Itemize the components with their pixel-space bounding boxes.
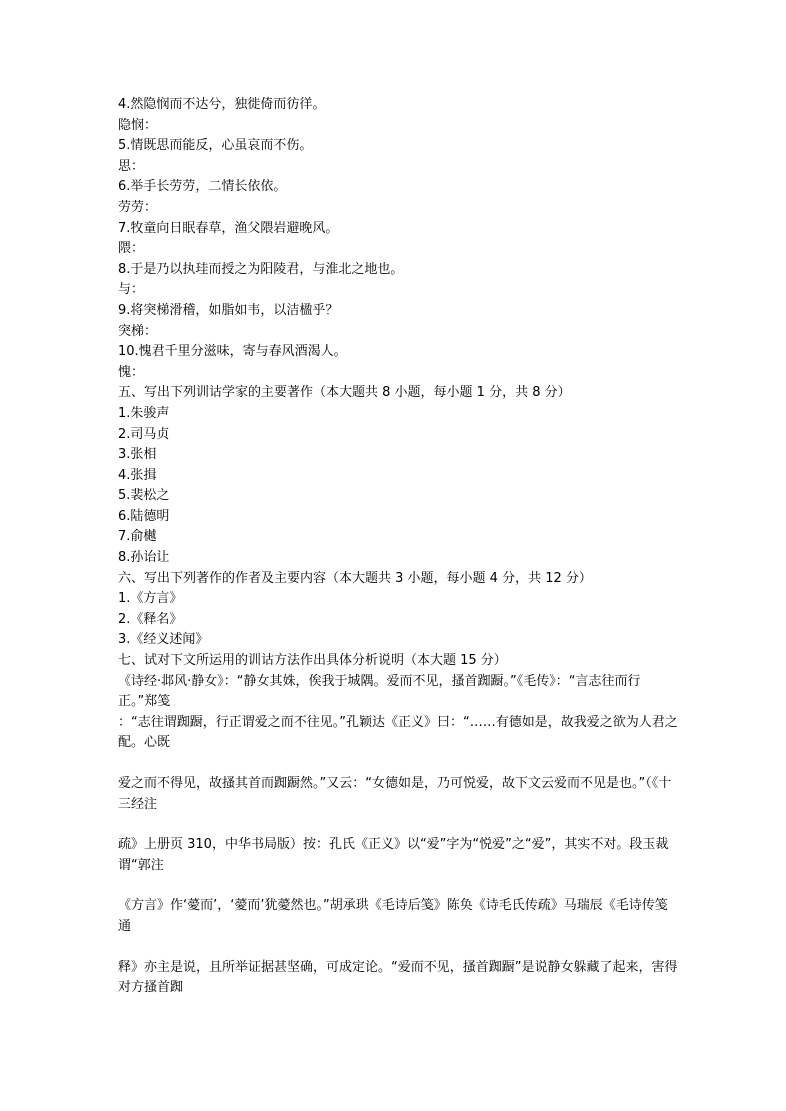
text-line: 8.于是乃以执珪而授之为阳陵君，与淮北之地也。 [118,261,404,277]
paragraph-gap [118,876,678,896]
paragraph: ：“志往谓踟蹰，行正谓爱之而不往见。”孔颖达《正义》曰：“……有德如是，故我爱之欲为人君之配。心既 [118,714,678,751]
text-line: 隈： [118,241,145,257]
paragraph-gap [118,815,678,835]
text-line: 愧： [118,364,145,380]
text-line: 1.《方言》 [118,591,183,607]
text-line: 9.将突梯滑稽，如脂如韦，以洁楹乎？ [118,302,339,318]
text-line: 7.俞樾 [118,529,157,545]
text-line: 4.然隐悯而不达兮，独徙倚而彷徉。 [118,97,326,112]
text-line: 突梯： [118,323,158,339]
text-line: 1.朱骏声 [118,405,170,421]
text-line: 5.情既思而能反，心虽哀而不伤。 [118,138,313,154]
paragraph-gap [118,938,678,958]
section-heading: 七、试对下文所运用的训诂方法作出具体分析说明（本大题 15 分） [118,653,507,669]
paragraph: 《方言》作‘薆而’，‘薆而’犹薆然也。”胡承珙《毛诗后笺》陈奂《诗毛氏传疏》马瑞辰《毛诗传笺通 [118,898,668,934]
text-line: 思： [118,158,145,174]
text-line: 6.陆德明 [118,508,170,524]
text-line: 2.《释名》 [118,611,183,627]
text-line: 与： [118,282,145,298]
text-line: 隐悯： [118,117,158,133]
text-line: 4.张揖 [118,467,157,483]
text-line: 6.举手长劳劳，二情长依依。 [118,179,287,195]
paragraph: 释》亦主是说，且所举证据甚坚确，可成定论。“爱而不见，搔首踟蹰”是说静女躲藏了起来，害得对方搔首踟 [118,959,678,996]
text-line: 3.张相 [118,447,157,463]
text-line: 7.牧童向日眠春草，渔父隈岩避晚风。 [118,220,339,236]
section-heading: 六、写出下列著作的作者及主要内容（本大题共 3 小题，每小题 4 分，共 12 分） [118,570,592,586]
text-line: 劳劳： [118,199,158,215]
text-line: 2.司马贞 [118,426,170,442]
paragraph: 爱之而不得见，故搔其首而踟蹰然。”又云：“女德如是，乃可悦爱，故下文云爱而不见是也。”（《十三经注 [118,776,672,812]
text-line: 5.裴松之 [118,488,170,504]
paragraph-gap [118,754,678,774]
paragraph: 疏》上册页 310，中华书局版）按：孔氏《正义》以“爱”字为“悦爱”之“爱”，其实不对。段玉裁谓“郭注 [118,837,669,873]
text-line: 10.愧君千里分滋味，寄与春风酒渴人。 [118,344,347,360]
document-page [118,95,678,999]
paragraph: 《诗经·邶风·静女》：“静女其姝，俟我于城隅。爱而不见，搔首踟蹰。”《毛传》：“言志往而行正。”郑笺 [118,673,641,710]
text-line: 8.孙诒让 [118,550,170,566]
section-heading: 五、写出下列训诂学家的主要著作（本大题共 8 小题，每小题 1 分，共 8 分） [118,385,571,401]
text-line: 3.《经义述闻》 [118,632,209,648]
